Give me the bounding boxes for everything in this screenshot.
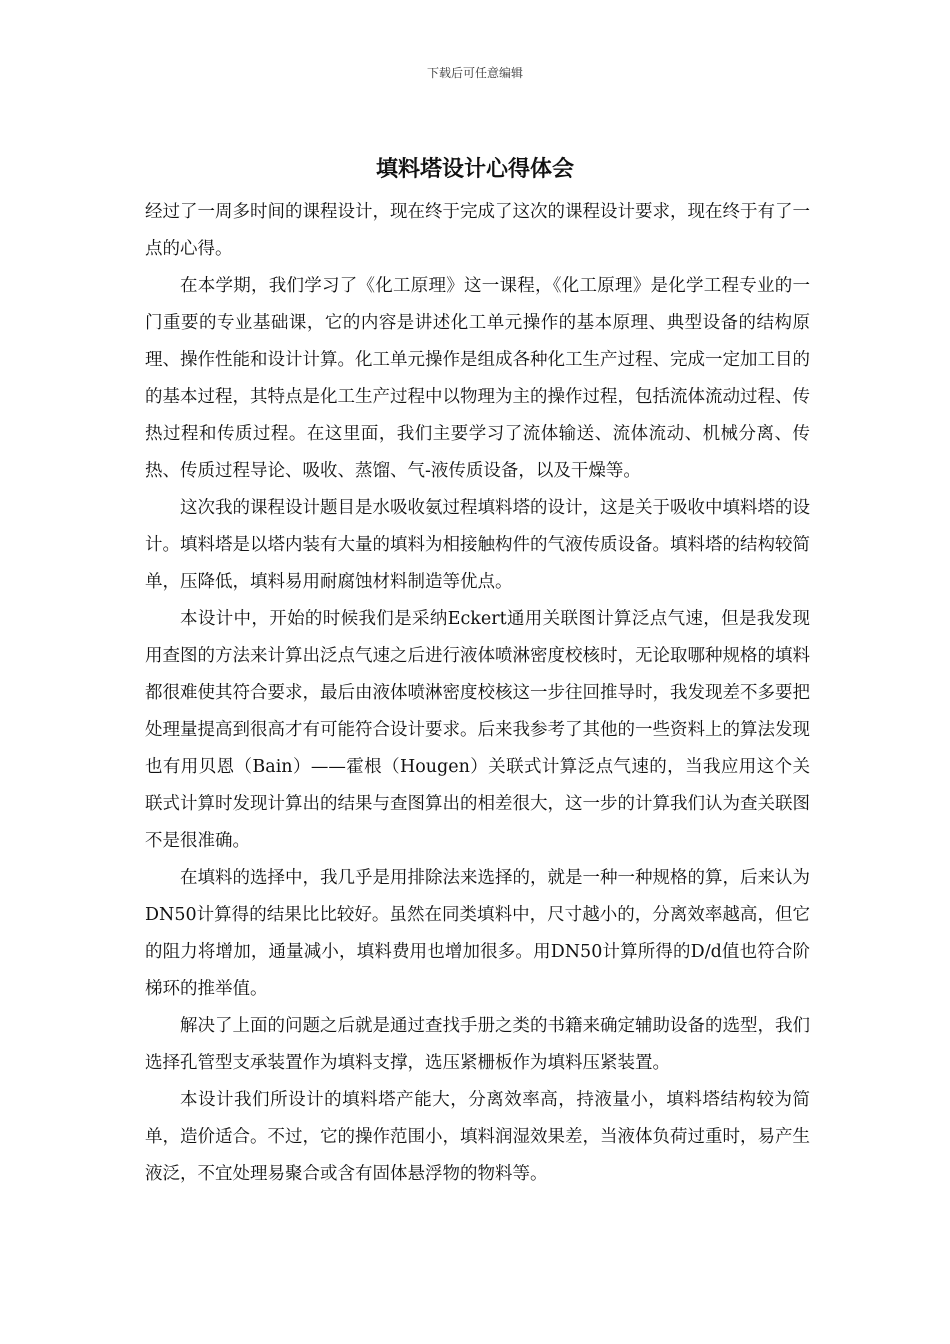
paragraph-course-overview: 在本学期，我们学习了《化工原理》这一课程，《化工原理》是化学工程专业的一门重要的专业基础课，它的内容是讲述化工单元操作的基本原理、典型设备的结构原理、操作性能和设计计算。化工单元操作是组成各种化工生产过程、完成一定加工目的的基本过程，其特点是化工生产过程中以物理为主的操作过程，包括流体流动过程、传热过程和传质过程。在这里面，我们主要学习了流体输送、流体流动、机械分离、传热、传质过程导论、吸收、蒸馏、气-液传质设备，以及干燥等。 bbox=[145, 276, 810, 481]
paragraph-auxiliary-equipment: 解决了上面的问题之后就是通过查找手册之类的书籍来确定辅助设备的选型，我们选择孔管型支承装置作为填料支撑，选压紧栅板作为填料压紧装置。 bbox=[145, 1016, 810, 1073]
paragraph-flooding-velocity: 本设计中，开始的时候我们是采纳Eckert通用关联图计算泛点气速，但是我发现用查图的方法来计算出泛点气速之后进行液体喷淋密度校核时，无论取哪种规格的填料都很难使其符合要求，最后由液体喷淋密度校核这一步往回推导时，我发现差不多要把处理量提高到很高才有可能符合设计要求。后来我参考了其他的一些资料上的算法发现也有用贝恩（Bain）——霍根（Hougen）关联式计算泛点气速的，当我应用这个关联式计算时发现计算出的结果与查图算出的相差很大，这一步的计算我们认为查关联图不是很准确。 bbox=[145, 609, 810, 851]
paragraph-design-topic: 这次我的课程设计题目是水吸收氨过程填料塔的设计，这是关于吸收中填料塔的设计。填料塔是以塔内装有大量的填料为相接触构件的气液传质设备。填料塔的结构较简单，压降低，填料易用耐腐蚀材料制造等优点。 bbox=[145, 498, 810, 592]
document-title: 填料塔设计心得体会 bbox=[375, 156, 574, 182]
document-body bbox=[145, 194, 810, 1193]
page-header-note: 下载后可任意编辑 bbox=[426, 66, 523, 80]
paragraph-packing-selection: 在填料的选择中，我几乎是用排除法来选择的，就是一种一种规格的算，后来认为DN50计算得的结果比比较好。虽然在同类填料中，尺寸越小的，分离效率越高，但它的阻力将增加，通量减小，填料费用也增加很多。用DN50计算所得的D/d值也符合阶梯环的推举值。 bbox=[145, 868, 810, 999]
paragraph-conclusion: 本设计我们所设计的填料塔产能大，分离效率高，持液量小，填料塔结构较为简单，造价适合。不过，它的操作范围小，填料润湿效果差，当液体负荷过重时，易产生液泛，不宜处理易聚合或含有固体悬浮物的物料等。 bbox=[145, 1090, 810, 1184]
paragraph-intro: 经过了一周多时间的课程设计，现在终于完成了这次的课程设计要求，现在终于有了一点的心得。 bbox=[145, 202, 810, 259]
